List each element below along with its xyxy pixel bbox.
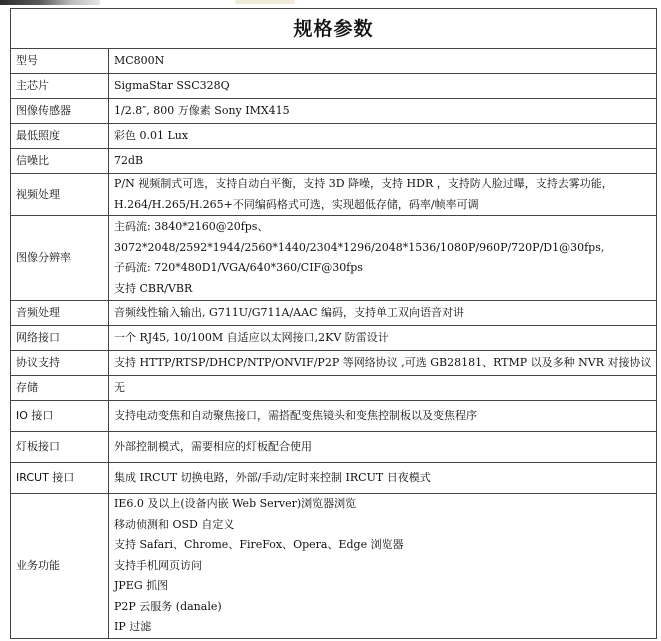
- spec-label: 视频处理: [11, 174, 109, 216]
- spec-row-network-interface: [11, 326, 657, 351]
- spec-label: 灯板接口: [11, 432, 109, 463]
- spec-label: 音频处理: [11, 301, 109, 326]
- spec-value: 一个 RJ45, 10/100M 自适应以太网接口,2KV 防雷设计: [109, 326, 657, 351]
- spec-value: 支持电动变焦和自动聚焦接口，需搭配变焦镜头和变焦控制板以及变焦程序: [109, 401, 657, 432]
- spec-row-main-chip: [11, 74, 657, 99]
- spec-label: 图像传感器: [11, 99, 109, 124]
- header-logo-strip: [0, 0, 100, 5]
- spec-label: 主芯片: [11, 74, 109, 99]
- spec-row-image-sensor: [11, 99, 657, 124]
- spec-label: 最低照度: [11, 124, 109, 149]
- spec-row-snr: [11, 149, 657, 174]
- spec-table: [10, 8, 657, 639]
- spec-row-audio-processing: [11, 301, 657, 326]
- spec-label: 型号: [11, 49, 109, 74]
- page-header-decoration: [0, 0, 661, 6]
- spec-value: 彩色 0.01 Lux: [109, 124, 657, 149]
- spec-value: 支持 HTTP/RTSP/DHCP/NTP/ONVIF/P2P 等网络协议 ,可选 GB28181、RTMP 以及多种 NVR 对接协议: [109, 351, 657, 376]
- header-decoration-mark: [235, 0, 295, 4]
- spec-row-video-processing: [11, 174, 657, 216]
- spec-row-ircut-interface: [11, 463, 657, 494]
- spec-value: 音频线性输入输出, G711U/G711A/AAC 编码，支持单工双向语音对讲: [109, 301, 657, 326]
- spec-row-resolution: [11, 216, 657, 301]
- spec-value: 集成 IRCUT 切换电路，外部/手动/定时来控制 IRCUT 日夜模式: [109, 463, 657, 494]
- spec-row-business-functions: [11, 494, 657, 639]
- spec-value: 1/2.8″, 800 万像素 Sony IMX415: [109, 99, 657, 124]
- spec-value: 无: [109, 376, 657, 401]
- spec-row-model: [11, 49, 657, 74]
- spec-value: 72dB: [109, 149, 657, 174]
- spec-label: 网络接口: [11, 326, 109, 351]
- spec-value: SigmaStar SSC328Q: [109, 74, 657, 99]
- spec-value: MC800N: [109, 49, 657, 74]
- spec-value: P/N 视频制式可选，支持自动白平衡，支持 3D 降噪，支持 HDR ，支持防人脸过曝，支持去雾功能， H.264/H.265/H.265+不同编码格式可选，实现超低存储，码率/帧率可调: [109, 174, 657, 216]
- spec-row-storage: [11, 376, 657, 401]
- spec-label: IRCUT 接口: [11, 463, 109, 494]
- spec-value: IE6.0 及以上(设备内嵌 Web Server)浏览器浏览 移动侦测和 OSD 自定义 支持 Safari、Chrome、FireFox、Opera、Edge 浏览器 支持手机网页访问 JPEG 抓图 P2P 云服务 (danale) IP 过滤: [109, 494, 657, 639]
- spec-row-protocols: [11, 351, 657, 376]
- spec-table-title: 规格参数: [11, 9, 657, 49]
- spec-label: 信噪比: [11, 149, 109, 174]
- spec-label: 图像分辨率: [11, 216, 109, 301]
- spec-label: 协议支持: [11, 351, 109, 376]
- spec-row-light-board-interface: [11, 432, 657, 463]
- spec-row-min-illumination: [11, 124, 657, 149]
- spec-value: 外部控制模式，需要相应的灯板配合使用: [109, 432, 657, 463]
- spec-label: 业务功能: [11, 494, 109, 639]
- spec-label: 存储: [11, 376, 109, 401]
- spec-row-io-interface: [11, 401, 657, 432]
- spec-label: IO 接口: [11, 401, 109, 432]
- spec-value: 主码流: 3840*2160@20fps、 3072*2048/2592*1944/2560*1440/2304*1296/2048*1536/1080P/960P/720P/D1@30fps, 子码流: 720*480D1/VGA/640*360/CIF@30fps 支持 CBR/VBR: [109, 216, 657, 301]
